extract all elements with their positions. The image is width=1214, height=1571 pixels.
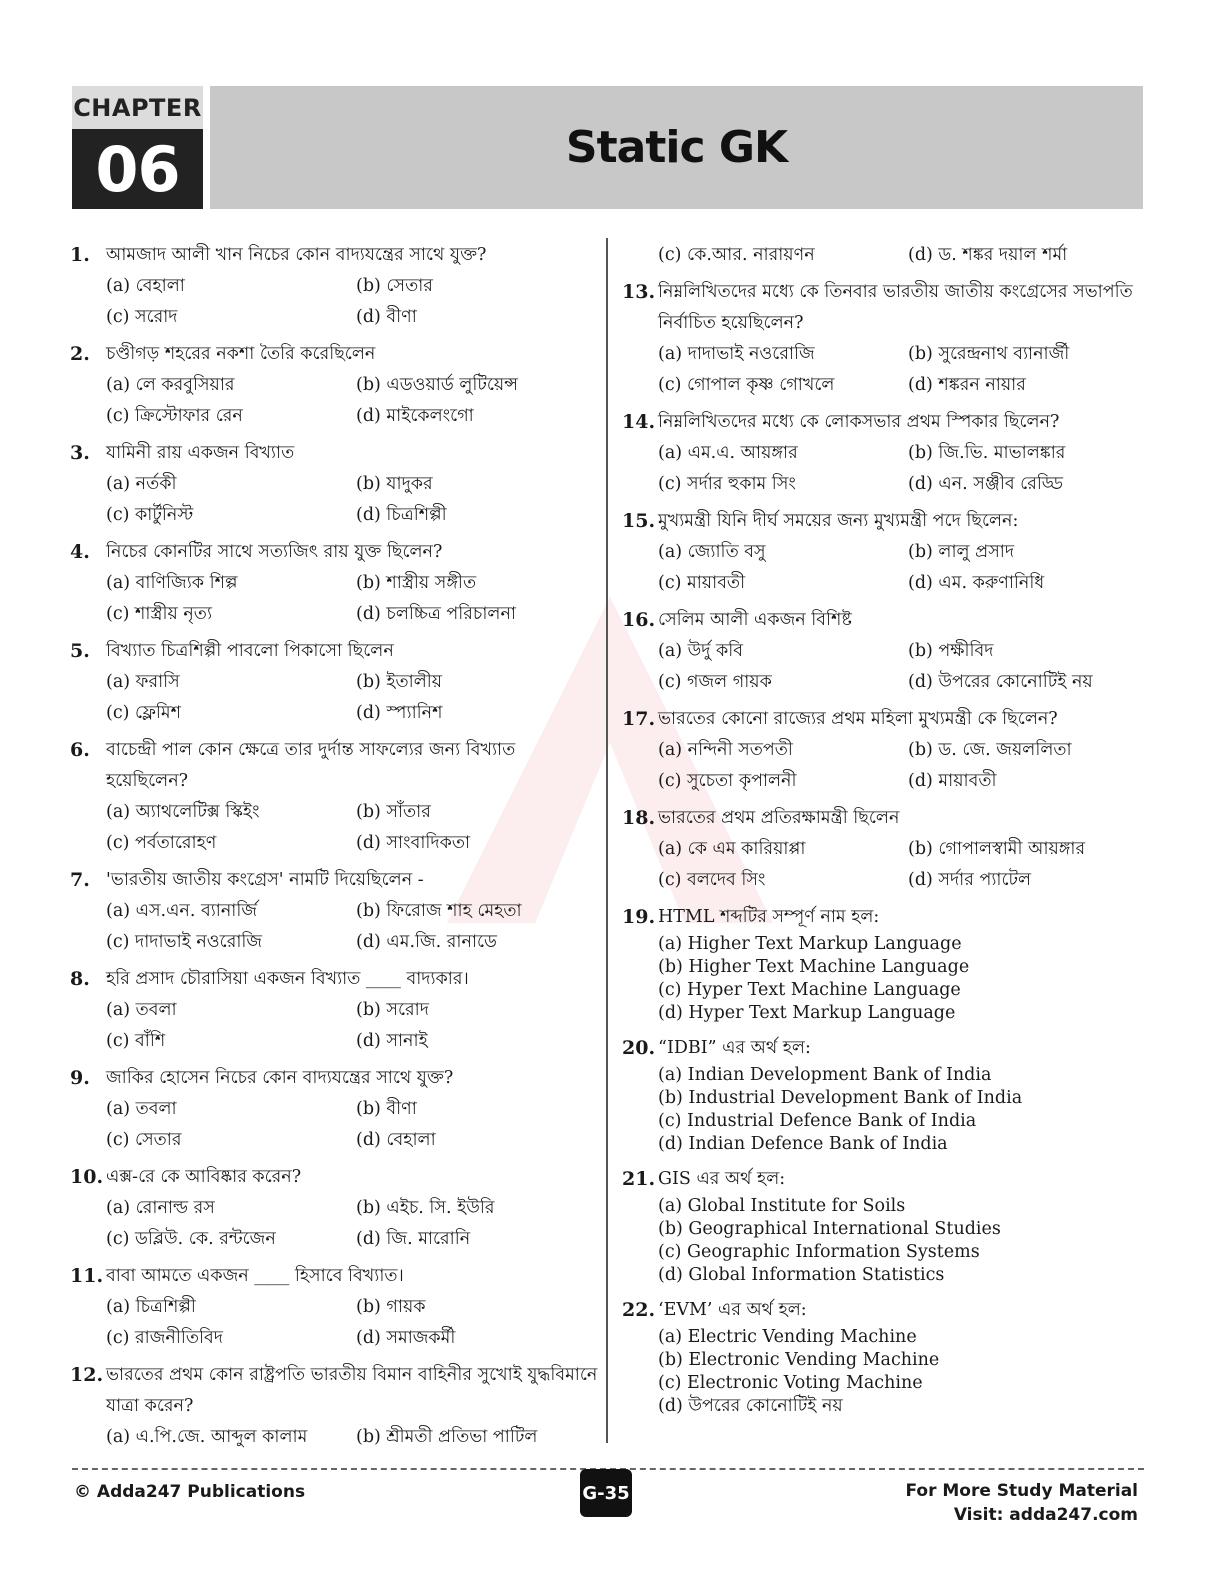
option: (c) কে.আর. নারায়ণন: [658, 245, 815, 265]
question-text: যামিনী রায় একজন বিখ্যাত: [106, 443, 295, 463]
option: (d) চিত্রশিল্পী: [356, 505, 447, 525]
question-text: ভারতের প্রথম কোন রাষ্ট্রপতি ভারতীয় বিমান বাহিনীর সুখোই যুদ্ধবিমানে যাত্রা করেন?: [106, 1365, 598, 1416]
question-text: বিখ্যাত চিত্রশিল্পী পাবলো পিকাসো ছিলেন: [106, 641, 394, 661]
options-grid: [70, 896, 600, 958]
question-row: [70, 1063, 600, 1094]
option: (a) নর্তকী: [106, 474, 177, 494]
question: [622, 277, 1147, 401]
question-text: জাকির হোসেন নিচের কোন বাদ্যযন্ত্রের সাথে যুক্ত?: [106, 1068, 454, 1088]
question-text: মুখ্যমন্ত্রী যিনি দীর্ঘ সময়ের জন্য মুখ্যমন্ত্রী পদে ছিলেন:: [658, 511, 1019, 531]
question: [70, 636, 600, 729]
option: (d) শঙ্করন নায়ার: [908, 375, 1026, 395]
option: (a) রোনাল্ড রস: [106, 1198, 215, 1218]
option: (b) ফিরোজ শাহ মেহতা: [356, 901, 522, 921]
page-number-badge: G-35: [580, 1469, 632, 1517]
option: (d) ড. শঙ্কর দয়াল শর্মা: [908, 245, 1068, 265]
option: (a) উর্দু কবি: [658, 641, 744, 661]
option: (d) চলচ্চিত্র পরিচালনা: [356, 604, 516, 624]
options-grid: [70, 568, 600, 630]
question-row: [70, 240, 600, 271]
question-row: [622, 407, 1147, 438]
question-text: ভারতের কোনো রাজ্যের প্রথম মহিলা মুখ্যমন্ত্রী কে ছিলেন?: [658, 709, 1058, 729]
option: (d) বেহালা: [356, 1130, 436, 1150]
option: (b) এইচ. সি. ইউরি: [356, 1198, 495, 1218]
option: (b) Industrial Development Bank of India: [658, 1088, 1023, 1108]
question-text: ভারতের প্রথম প্রতিরক্ষামন্ত্রী ছিলেন: [658, 808, 900, 828]
right-column: [622, 240, 1147, 1426]
question-number: 20.: [622, 1037, 656, 1059]
option: (a) লে করবুসিয়ার: [106, 375, 235, 395]
question-row: [622, 704, 1147, 735]
option: (b) সরোদ: [356, 1000, 429, 1020]
options-grid: [70, 1193, 600, 1255]
question-row: [70, 964, 600, 995]
question-row: [70, 1162, 600, 1193]
option: (a) Higher Text Markup Language: [658, 934, 962, 954]
option: (d) এম.জি. রানাডে: [356, 932, 497, 952]
question-number: 8.: [70, 968, 90, 990]
option: (c) Electronic Voting Machine: [658, 1373, 923, 1393]
option: (c) গজল গায়ক: [658, 672, 772, 692]
question-text: ‘EVM’ এর অর্থ হল:: [658, 1300, 807, 1320]
chapter-number: 06: [72, 129, 203, 209]
question-number: 21.: [622, 1168, 656, 1190]
options-grid: [70, 1422, 600, 1453]
question: [622, 1033, 1147, 1156]
question-text: HTML শব্দটির সম্পূর্ণ নাম হল:: [658, 907, 880, 927]
option: (a) তবলা: [106, 1000, 177, 1020]
option: (a) এস.এন. ব্যানার্জি: [106, 901, 258, 921]
option: (d) উপরের কোনোটিই নয়: [658, 1396, 843, 1416]
options-list: [622, 1195, 1147, 1287]
option: (b) Geographical International Studies: [658, 1219, 1001, 1239]
question-number: 6.: [70, 739, 90, 761]
question-text: হরি প্রসাদ চৌরাসিয়া একজন বিখ্যাত ____ বাদ্যকার।: [106, 969, 469, 989]
question-number: 10.: [70, 1166, 104, 1188]
options-grid: [70, 1292, 600, 1354]
option: (b) যাদুকর: [356, 474, 433, 494]
question-row: [622, 277, 1147, 339]
option: (c) সর্দার হুকাম সিং: [658, 474, 796, 494]
option: (d) Hyper Text Markup Language: [658, 1003, 956, 1023]
question-text: নিচের কোনটির সাথে সত্যজিৎ রায় যুক্ত ছিলেন?: [106, 542, 443, 562]
question-text: “IDBI” এর অর্থ হল:: [658, 1038, 811, 1058]
question-text: GIS এর অর্থ হল:: [658, 1169, 786, 1189]
question-row: [70, 438, 600, 469]
option: (c) বলদেব সিং: [658, 870, 766, 890]
option: (a) Indian Development Bank of India: [658, 1065, 992, 1085]
question: [622, 506, 1147, 599]
option: (d) মাইকেলংগো: [356, 406, 474, 426]
question: [622, 704, 1147, 797]
question: [70, 537, 600, 630]
option: (d) সর্দার প্যাটেল: [908, 870, 1032, 890]
option: (c) Geographic Information Systems: [658, 1242, 980, 1262]
question: [70, 240, 600, 333]
question-row: [622, 902, 1147, 933]
question-text: সেলিম আলী একজন বিশিষ্ট: [658, 610, 852, 630]
option: (c) গোপাল কৃষ্ণ গোখলে: [658, 375, 835, 395]
options-grid: [70, 797, 600, 859]
question-number: 12.: [70, 1364, 104, 1386]
option: (b) Electronic Vending Machine: [658, 1350, 940, 1370]
option: (a) অ্যাথলেটিক্স স্কিইং: [106, 802, 260, 822]
options-list: [622, 1326, 1147, 1418]
option: (a) কে এম কারিয়াপ্পা: [658, 839, 806, 859]
option: (d) সানাই: [356, 1031, 428, 1051]
option: (c) সেতার: [106, 1130, 182, 1150]
option: (b) জি.ভি. মাভালঙ্কার: [908, 443, 1066, 463]
question-row: [622, 605, 1147, 636]
question-row: [622, 1164, 1147, 1195]
option: (b) বীণা: [356, 1099, 417, 1119]
question-number: 14.: [622, 411, 656, 433]
option: (c) পর্বতারোহণ: [106, 833, 217, 853]
question-row: [622, 506, 1147, 537]
question-text: নিম্নলিখিতদের মধ্যে কে তিনবার ভারতীয় জাতীয় কংগ্রেসের সভাপতি নির্বাচিত হয়েছিলেন?: [658, 282, 1133, 333]
question-number: 15.: [622, 510, 656, 532]
option: (c) কার্টুনিস্ট: [106, 505, 194, 525]
question-number: 7.: [70, 869, 90, 891]
option: (d) Global Information Statistics: [658, 1265, 945, 1285]
options-grid: [622, 735, 1147, 797]
title-bar: [210, 86, 1143, 209]
option: (c) Industrial Defence Bank of India: [658, 1111, 977, 1131]
page-title: Static GK: [565, 122, 788, 173]
question-row: [70, 537, 600, 568]
option: (c) ক্রিস্টোফার রেন: [106, 406, 243, 426]
question-number: 18.: [622, 807, 656, 829]
option: (b) এডওয়ার্ড লুটিয়েন্স: [356, 375, 519, 395]
option: (c) মায়াবতী: [658, 573, 746, 593]
question-number: 11.: [70, 1265, 104, 1287]
options-grid: [622, 339, 1147, 401]
question: [70, 1063, 600, 1156]
q12-continued-options: [622, 240, 1147, 271]
option: (b) ড. জে. জয়ললিতা: [908, 740, 1072, 760]
question-text: আমজাদ আলী খান নিচের কোন বাদ্যযন্ত্রের সাথে যুক্ত?: [106, 245, 487, 265]
question-number: 19.: [622, 906, 656, 928]
option: (a) এম.এ. আয়ঙ্গার: [658, 443, 798, 463]
option: (a) দাদাভাই নওরোজি: [658, 344, 815, 364]
option: (a) Global Institute for Soils: [658, 1196, 906, 1216]
option: (c) Hyper Text Machine Language: [658, 980, 961, 1000]
option: (d) Indian Defence Bank of India: [658, 1134, 948, 1154]
question-number: 16.: [622, 609, 656, 631]
publisher-credit: © Adda247 Publications: [74, 1482, 306, 1502]
question: [70, 1162, 600, 1255]
option: (d) উপরের কোনোটিই নয়: [908, 672, 1093, 692]
options-list: [622, 1064, 1147, 1156]
option: (d) এন. সঞ্জীব রেড্ডি: [908, 474, 1063, 494]
option: (a) বাণিজ্যিক শিল্প: [106, 573, 238, 593]
question: [622, 902, 1147, 1025]
option: (b) পক্ষীবিদ: [908, 641, 994, 661]
question-text: বাচেন্দ্রী পাল কোন ক্ষেত্রে তার দুর্দান্ত সাফল্যের জন্য বিখ্যাত হয়েছিলেন?: [106, 740, 516, 791]
option: (d) বীণা: [356, 307, 417, 327]
option: (b) সেতার: [356, 276, 433, 296]
options-grid: [622, 636, 1147, 698]
option: (a) বেহালা: [106, 276, 185, 296]
question-row: [70, 1360, 600, 1422]
option: (b) সাঁতার: [356, 802, 431, 822]
question-number: 4.: [70, 541, 90, 563]
option: (d) স্প্যানিশ: [356, 703, 443, 723]
question: [70, 964, 600, 1057]
question-number: 13.: [622, 281, 656, 303]
option: (a) তবলা: [106, 1099, 177, 1119]
option: (a) এ.পি.জে. আব্দুল কালাম: [106, 1427, 308, 1447]
options-grid: [622, 537, 1147, 599]
option: (a) ফরাসি: [106, 672, 180, 692]
question-number: 2.: [70, 343, 90, 365]
question-row: [622, 1033, 1147, 1064]
options-list: [622, 933, 1147, 1025]
question: [622, 1164, 1147, 1287]
option: (b) শাস্ত্রীয় সঙ্গীত: [356, 573, 477, 593]
option: (c) ফ্লেমিশ: [106, 703, 181, 723]
question-row: [622, 803, 1147, 834]
question-text: 'ভারতীয় জাতীয় কংগ্রেস' নামটি দিয়েছিলেন -: [106, 870, 424, 890]
question-number: 5.: [70, 640, 90, 662]
option: (b) ইতালীয়: [356, 672, 443, 692]
chapter-label: CHAPTER: [72, 86, 203, 129]
left-column: [70, 240, 600, 1459]
options-grid: [622, 438, 1147, 500]
question: [70, 438, 600, 531]
question: [70, 1261, 600, 1354]
option: (c) সুচেতা কৃপালনী: [658, 771, 797, 791]
options-grid: [70, 271, 600, 333]
option: (c) সরোদ: [106, 307, 178, 327]
option: (d) সমাজকর্মী: [356, 1328, 456, 1348]
question-row: [70, 865, 600, 896]
footer-promo-line2: Visit: adda247.com: [953, 1505, 1138, 1525]
options-grid: [70, 1094, 600, 1156]
option: (c) দাদাভাই নওরোজি: [106, 932, 263, 952]
option: (a) Electric Vending Machine: [658, 1327, 917, 1347]
option: (c) রাজনীতিবিদ: [106, 1328, 223, 1348]
chapter-badge: [72, 86, 203, 209]
question: [70, 1360, 600, 1453]
option: (b) Higher Text Machine Language: [658, 957, 970, 977]
question-number: 1.: [70, 244, 90, 266]
question: [622, 803, 1147, 896]
options-grid: [70, 370, 600, 432]
options-grid: [622, 834, 1147, 896]
question-number: 9.: [70, 1067, 90, 1089]
option: (b) গায়ক: [356, 1297, 426, 1317]
question: [622, 1295, 1147, 1418]
option: (d) এম. করুণানিধি: [908, 573, 1045, 593]
option: (d) সাংবাদিকতা: [356, 833, 471, 853]
footer-promo: [905, 1479, 1138, 1527]
question-row: [622, 1295, 1147, 1326]
option: (b) লালু প্রসাদ: [908, 542, 1015, 562]
options-grid: [70, 469, 600, 531]
option: (c) ডব্লিউ. কে. রন্টজেন: [106, 1229, 276, 1249]
question: [70, 865, 600, 958]
column-divider: [606, 238, 608, 1443]
question-row: [70, 1261, 600, 1292]
question: [622, 605, 1147, 698]
footer-promo-line1: For More Study Material: [905, 1481, 1138, 1501]
option: (b) সুরেন্দ্রনাথ ব্যানার্জী: [908, 344, 1070, 364]
option: (b) শ্রীমতী প্রতিভা পাটিল: [356, 1427, 538, 1447]
question-text: নিম্নলিখিতদের মধ্যে কে লোকসভার প্রথম স্পিকার ছিলেন?: [658, 412, 1060, 432]
question: [70, 735, 600, 859]
question-row: [70, 339, 600, 370]
option: (a) চিত্রশিল্পী: [106, 1297, 196, 1317]
option: (a) জ্যোতি বসু: [658, 542, 766, 562]
question-number: 3.: [70, 442, 90, 464]
question-text: বাবা আমতে একজন ____ হিসাবে বিখ্যাত।: [106, 1266, 404, 1286]
option: (b) গোপালস্বামী আয়ঙ্গার: [908, 839, 1086, 859]
options-grid: [70, 995, 600, 1057]
question-text: চণ্ডীগড় শহরের নকশা তৈরি করেছিলেন: [106, 344, 376, 364]
question: [622, 407, 1147, 500]
question-number: 17.: [622, 708, 656, 730]
option: (d) জি. মারোনি: [356, 1229, 471, 1249]
question: [70, 339, 600, 432]
question-number: 22.: [622, 1299, 656, 1321]
option: (c) বাঁশি: [106, 1031, 166, 1051]
option: (d) মায়াবতী: [908, 771, 997, 791]
question-row: [70, 735, 600, 797]
question-text: এক্স-রে কে আবিষ্কার করেন?: [106, 1167, 302, 1187]
question-row: [70, 636, 600, 667]
options-grid: [70, 667, 600, 729]
option: (a) নন্দিনী সতপতী: [658, 740, 793, 760]
option: (c) শাস্ত্রীয় নৃত্য: [106, 604, 213, 624]
